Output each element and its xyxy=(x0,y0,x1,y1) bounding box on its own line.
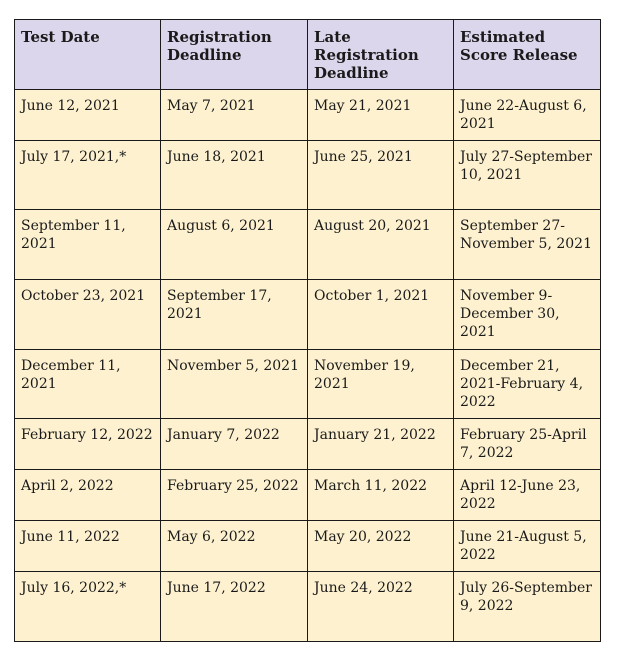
table-row xyxy=(15,210,601,280)
cell-registration-deadline: June 17, 2022 xyxy=(161,572,308,642)
cell-late-registration-deadline: March 11, 2022 xyxy=(308,470,454,521)
cell-test-date: December 11, 2021 xyxy=(15,350,161,419)
table-row xyxy=(15,470,601,521)
table-row xyxy=(15,350,601,419)
cell-score-release: February 25-April 7, 2022 xyxy=(454,419,601,470)
cell-late-registration-deadline: October 1, 2021 xyxy=(308,280,454,350)
table-row xyxy=(15,141,601,210)
table-row xyxy=(15,90,601,141)
cell-test-date: February 12, 2022 xyxy=(15,419,161,470)
cell-test-date: October 23, 2021 xyxy=(15,280,161,350)
cell-late-registration-deadline: January 21, 2022 xyxy=(308,419,454,470)
cell-score-release: June 22-August 6, 2021 xyxy=(454,90,601,141)
cell-registration-deadline: May 7, 2021 xyxy=(161,90,308,141)
cell-test-date: June 12, 2021 xyxy=(15,90,161,141)
header-row xyxy=(15,20,601,90)
cell-score-release: July 26-September 9, 2022 xyxy=(454,572,601,642)
cell-test-date: June 11, 2022 xyxy=(15,521,161,572)
cell-late-registration-deadline: August 20, 2021 xyxy=(308,210,454,280)
table-row xyxy=(15,572,601,642)
header-registration-deadline: Registration Deadline xyxy=(161,20,308,90)
cell-test-date: July 17, 2021,* xyxy=(15,141,161,210)
cell-late-registration-deadline: May 20, 2022 xyxy=(308,521,454,572)
cell-registration-deadline: June 18, 2021 xyxy=(161,141,308,210)
cell-late-registration-deadline: November 19, 2021 xyxy=(308,350,454,419)
cell-registration-deadline: February 25, 2022 xyxy=(161,470,308,521)
cell-score-release: September 27-November 5, 2021 xyxy=(454,210,601,280)
cell-late-registration-deadline: June 25, 2021 xyxy=(308,141,454,210)
cell-test-date: July 16, 2022,* xyxy=(15,572,161,642)
table-row xyxy=(15,521,601,572)
cell-test-date: April 2, 2022 xyxy=(15,470,161,521)
cell-test-date: September 11, 2021 xyxy=(15,210,161,280)
test-dates-table xyxy=(14,19,601,642)
cell-registration-deadline: May 6, 2022 xyxy=(161,521,308,572)
table-row xyxy=(15,280,601,350)
cell-registration-deadline: September 17, 2021 xyxy=(161,280,308,350)
cell-registration-deadline: January 7, 2022 xyxy=(161,419,308,470)
cell-late-registration-deadline: June 24, 2022 xyxy=(308,572,454,642)
header-late-registration-deadline: Late Registration Deadline xyxy=(308,20,454,90)
cell-registration-deadline: August 6, 2021 xyxy=(161,210,308,280)
cell-score-release: November 9-December 30, 2021 xyxy=(454,280,601,350)
cell-score-release: December 21, 2021-February 4, 2022 xyxy=(454,350,601,419)
cell-score-release: April 12-June 23, 2022 xyxy=(454,470,601,521)
cell-registration-deadline: November 5, 2021 xyxy=(161,350,308,419)
cell-score-release: July 27-September 10, 2021 xyxy=(454,141,601,210)
cell-late-registration-deadline: May 21, 2021 xyxy=(308,90,454,141)
table-row xyxy=(15,419,601,470)
cell-score-release: June 21-August 5, 2022 xyxy=(454,521,601,572)
header-test-date: Test Date xyxy=(15,20,161,90)
header-estimated-score-release: Estimated Score Release xyxy=(454,20,601,90)
